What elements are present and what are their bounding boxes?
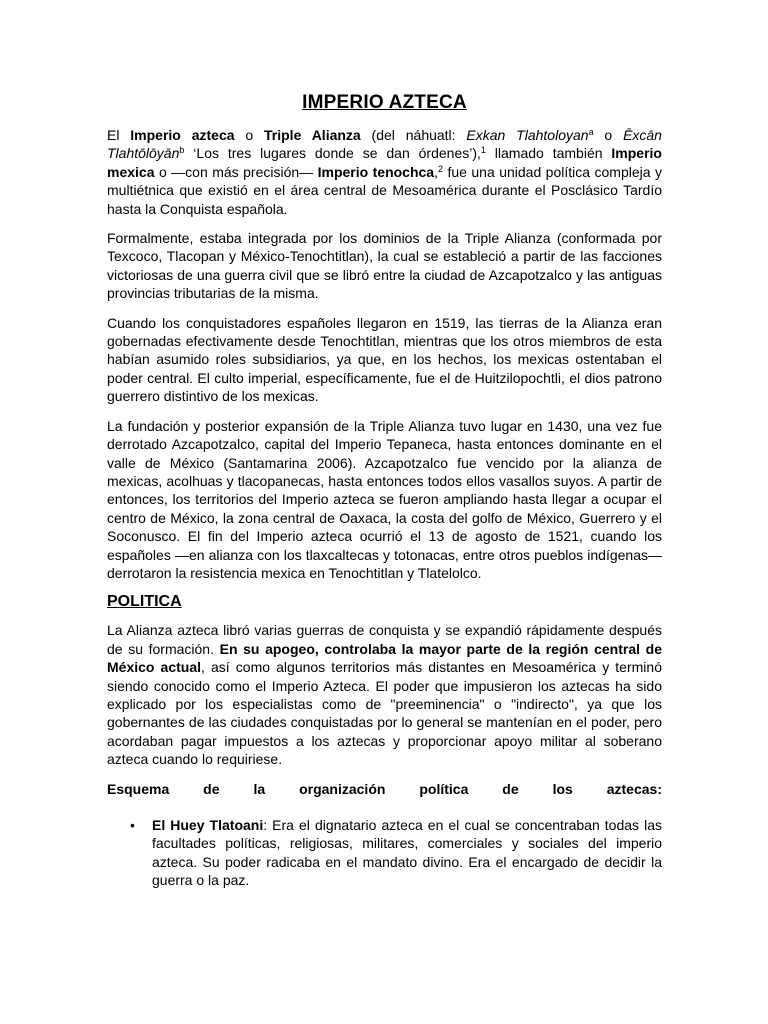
bullet-list [107,816,662,890]
paragraph-fundacion: La fundación y posterior expansión de la Triple Alianza tuvo lugar en 1430, una vez fue derrotado Azcapotzalco, capital del Imperio Tepaneca, hasta entonces dominante en el valle de México (Santamarina 2006). Azcapotzalco fue vencido por la alianza de mexicas, acolhuas y tlacopanecas, hasta entonces todos ellos vasallos suyos. A partir de entonces, los territorios del Imperio azteca se fueron ampliando hasta llegar a ocupar el centro de México, la zona central de Oaxaca, la costa del golfo de México, Guerrero y el Soconusco. El fin del Imperio azteca ocurrió el 13 de agosto de 1521, cuando los españoles —en alianza con los tlaxcaltecas y totonacas, entre otros pueblos indígenas— derrotaron la resistencia mexica en Tenochtitlan y Tlatelolco. [107,417,662,581]
text-run: El [107,127,131,143]
text-run: o [234,127,265,143]
paragraph-politica [107,621,662,768]
footnote-marker: 1 [480,145,486,156]
text-run: (del náhuatl: [360,127,467,143]
bold-term: Imperio tenochca [317,163,435,180]
list-item [130,816,662,890]
bullet-icon: • [130,817,135,833]
footnote-marker: 2 [437,163,443,174]
list-item-text: : Era el dignatario azteca en el cual se concentraban todas las facultades políticas, religiosas, militares, comerciales y sociales del imperio azteca. Su poder radicaba en el mandato divino. Era el encargado de decidir la guerra o la paz. [152,817,662,889]
paragraph-conquistadores: Cuando los conquistadores españoles llegaron en 1519, las tierras de la Alianza eran gobernadas efectivamente desde Tenochtitlan, mientras que los otros miembros de esta habían asumido roles subsidiarios, ya que, en los hechos, los mexicas ostentaban el poder central. El culto imperial, específicamente, fue el de Huitzilopochtli, el dios patrono guerrero distintivo de los mexicas. [107,314,662,405]
italic-term: Exkan Tlahtoloyan [466,127,589,143]
text-run: , [434,163,438,180]
text-run: o —con más precisión— [154,163,318,180]
bold-term: Triple Alianza [264,127,361,143]
section-heading-politica: POLITICA [107,593,182,611]
text-run: La Alianza azteca libró varias guerras de conquista y se expandió rápidamente después de su formación. [107,622,662,657]
bold-term: Imperio azteca [130,127,235,143]
footnote-marker: a [588,127,594,137]
bold-phrase: En su apogeo, controlaba la mayor parte de la región central de México actual [107,640,662,676]
text-run: o [593,127,624,143]
document-title: IMPERIO AZTECA [302,92,467,113]
bold-term: Imperio mexica [107,145,662,180]
text-run: , así como algunos territorios más distantes en Mesoamérica y terminó siendo conocido como el Imperio Azteca. El poder que impusieron los aztecas ha sido explicado por los especialistas como de "preeminencia" o "indirecto", ya que los gobernantes de las ciudades conquistadas por lo general se mantenían en el poder, pero acordaban pagar impuestos a los aztecas y proporcionar apoyo militar al soberano azteca cuando lo requiriese. [107,659,662,768]
italic-term: Ēxcān Tlahtōlōyān [107,127,662,162]
list-item-term: El Huey Tlatoani [152,817,264,833]
paragraph-intro [107,126,662,218]
footnote-marker: b [179,145,185,156]
text-run: fue una unidad política compleja y multiétnica que existió en el área central de Mesoamérica durante el Posclásico Tardío hasta la Conquista española. [107,163,662,217]
text-run: ‘Los tres lugares donde se dan órdenes’), [184,145,481,162]
text-run: llamado también [485,145,612,162]
paragraph-formalmente: Formalmente, estaba integrada por los dominios de la Triple Alianza (conformada por Texcoco, Tlacopan y México-Tenochtitlan), la cual se estableció a partir de las facciones victoriosas de una guerra civil que se libró entre la ciudad de Azcapotzalco y las antiguas provincias tributarias de la misma. [107,230,662,302]
esquema-heading: Esquema de la organización política de los aztecas: [107,780,662,797]
